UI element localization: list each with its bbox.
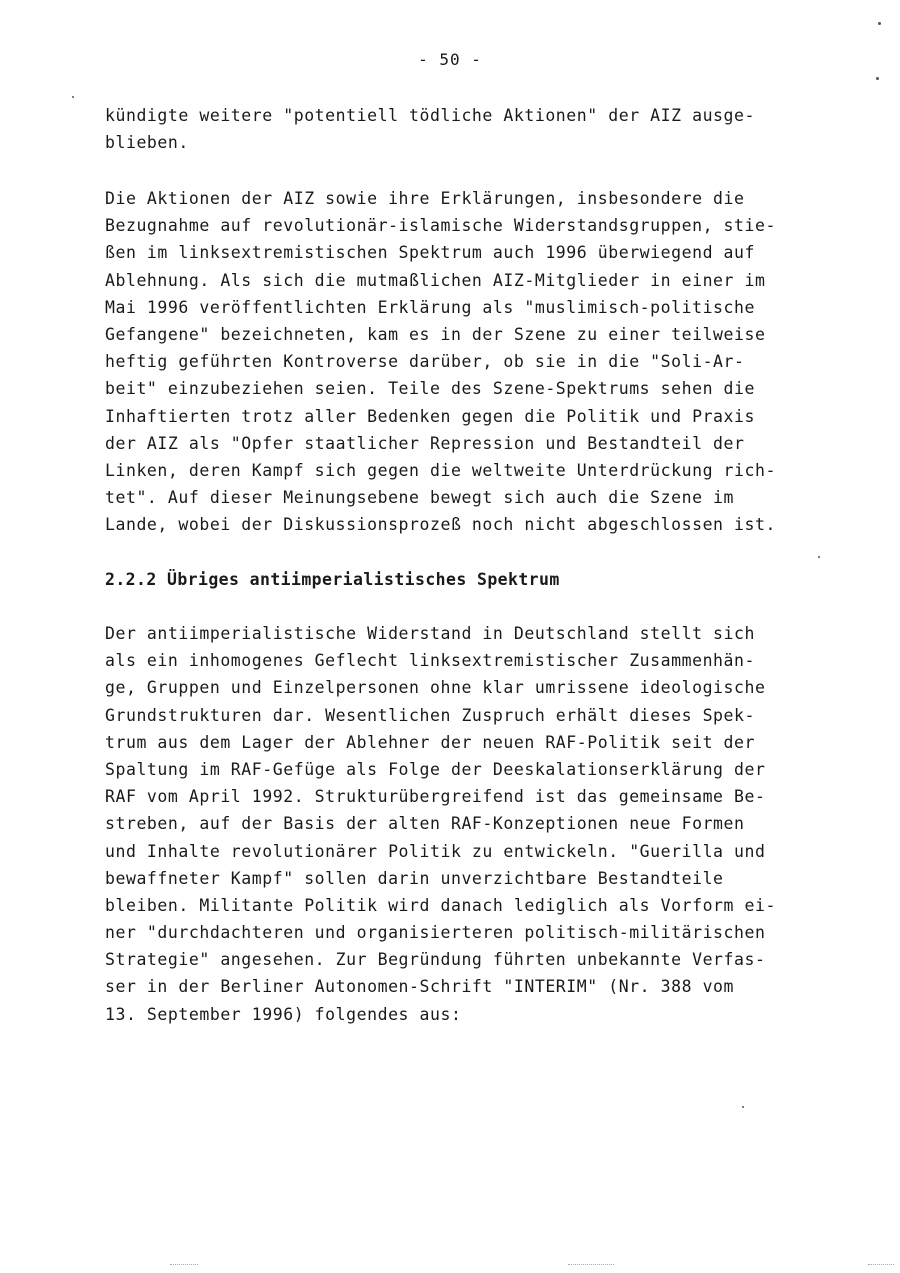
text-line: beit" einzubeziehen seien. Teile des Szene-Spektrums sehen die — [105, 379, 755, 399]
scan-speck — [170, 1264, 198, 1267]
text-line: Strategie" angesehen. Zur Begründung führten unbekannte Verfas- — [105, 950, 766, 970]
text-line: Mai 1996 veröffentlichten Erklärung als "muslimisch-politische — [105, 297, 755, 317]
text-line: als ein inhomogenes Geflecht linksextremistischer Zusammenhän- — [105, 651, 755, 671]
section-heading: 2.2.2 Übriges antiimperialistisches Spektrum — [105, 570, 560, 589]
text-line: Spaltung im RAF-Gefüge als Folge der Deeskalationserklärung der — [105, 759, 766, 779]
text-line: ser in der Berliner Autonomen-Schrift "INTERIM" (Nr. 388 vom — [105, 977, 735, 997]
text-line: der AIZ als "Opfer staatlicher Repression und Bestandteil der — [105, 433, 745, 453]
scan-speck — [868, 1264, 894, 1267]
text-line: Die Aktionen der AIZ sowie ihre Erklärungen, insbesondere die — [105, 189, 745, 208]
text-line: 13. September 1996) folgendes aus: — [105, 1004, 462, 1024]
text-line: Lande, wobei der Diskussionsprozeß noch nicht abgeschlossen ist. — [105, 515, 776, 535]
page-number: - 50 - — [418, 50, 482, 69]
text-line: trum aus dem Lager der Ablehner der neuen RAF-Politik seit der — [105, 732, 755, 752]
text-line: ßen im linksextremistischen Spektrum auch 1996 überwiegend auf — [105, 243, 755, 263]
text-line: Linken, deren Kampf sich gegen die weltweite Unterdrückung rich- — [105, 460, 776, 480]
text-line: Inhaftierten trotz aller Bedenken gegen die Politik und Praxis — [105, 406, 755, 426]
scan-speck — [818, 556, 820, 558]
text-line: streben, auf der Basis der alten RAF-Konzeptionen neue Formen — [105, 814, 745, 834]
text-line: bewaffneter Kampf" sollen darin unverzichtbare Bestandteile — [105, 868, 724, 888]
text-line: Gefangene" bezeichneten, kam es in der Szene zu einer teilweise — [105, 324, 766, 344]
scan-speck — [878, 22, 881, 25]
text-line: heftig geführten Kontroverse darüber, ob sie in die "Soli-Ar- — [105, 352, 745, 372]
paragraph-antiimperialist — [105, 620, 835, 1028]
paragraph-aiz — [105, 185, 835, 538]
text-line: und Inhalte revolutionärer Politik zu entwickeln. "Guerilla und — [105, 841, 766, 861]
text-line: bleiben. Militante Politik wird danach lediglich als Vorform ei- — [105, 895, 776, 915]
text-line: kündigte weitere "potentiell tödliche Aktionen" der AIZ ausge- — [105, 106, 755, 125]
paragraph-continuation — [105, 102, 835, 156]
text-line: ge, Gruppen und Einzelpersonen ohne klar umrissene ideologische — [105, 678, 766, 698]
text-line: Ablehnung. Als sich die mutmaßlichen AIZ-Mitglieder in einer im — [105, 270, 766, 290]
text-line: Bezugnahme auf revolutionär-islamische Widerstandsgruppen, stie- — [105, 216, 776, 236]
text-line: RAF vom April 1992. Strukturübergreifend ist das gemeinsame Be- — [105, 787, 766, 807]
scan-speck — [876, 77, 879, 80]
text-line: Grundstrukturen dar. Wesentlichen Zuspruch erhält dieses Spek- — [105, 705, 755, 725]
text-line: blieben. — [105, 133, 189, 153]
scan-speck — [568, 1264, 614, 1267]
scan-speck — [72, 96, 74, 98]
text-line: Der antiimperialistische Widerstand in Deutschland stellt sich — [105, 624, 755, 643]
text-line: ner "durchdachteren und organisierteren politisch-militärischen — [105, 923, 766, 943]
text-line: tet". Auf dieser Meinungsebene bewegt sich auch die Szene im — [105, 488, 735, 508]
scan-speck — [742, 1106, 744, 1108]
